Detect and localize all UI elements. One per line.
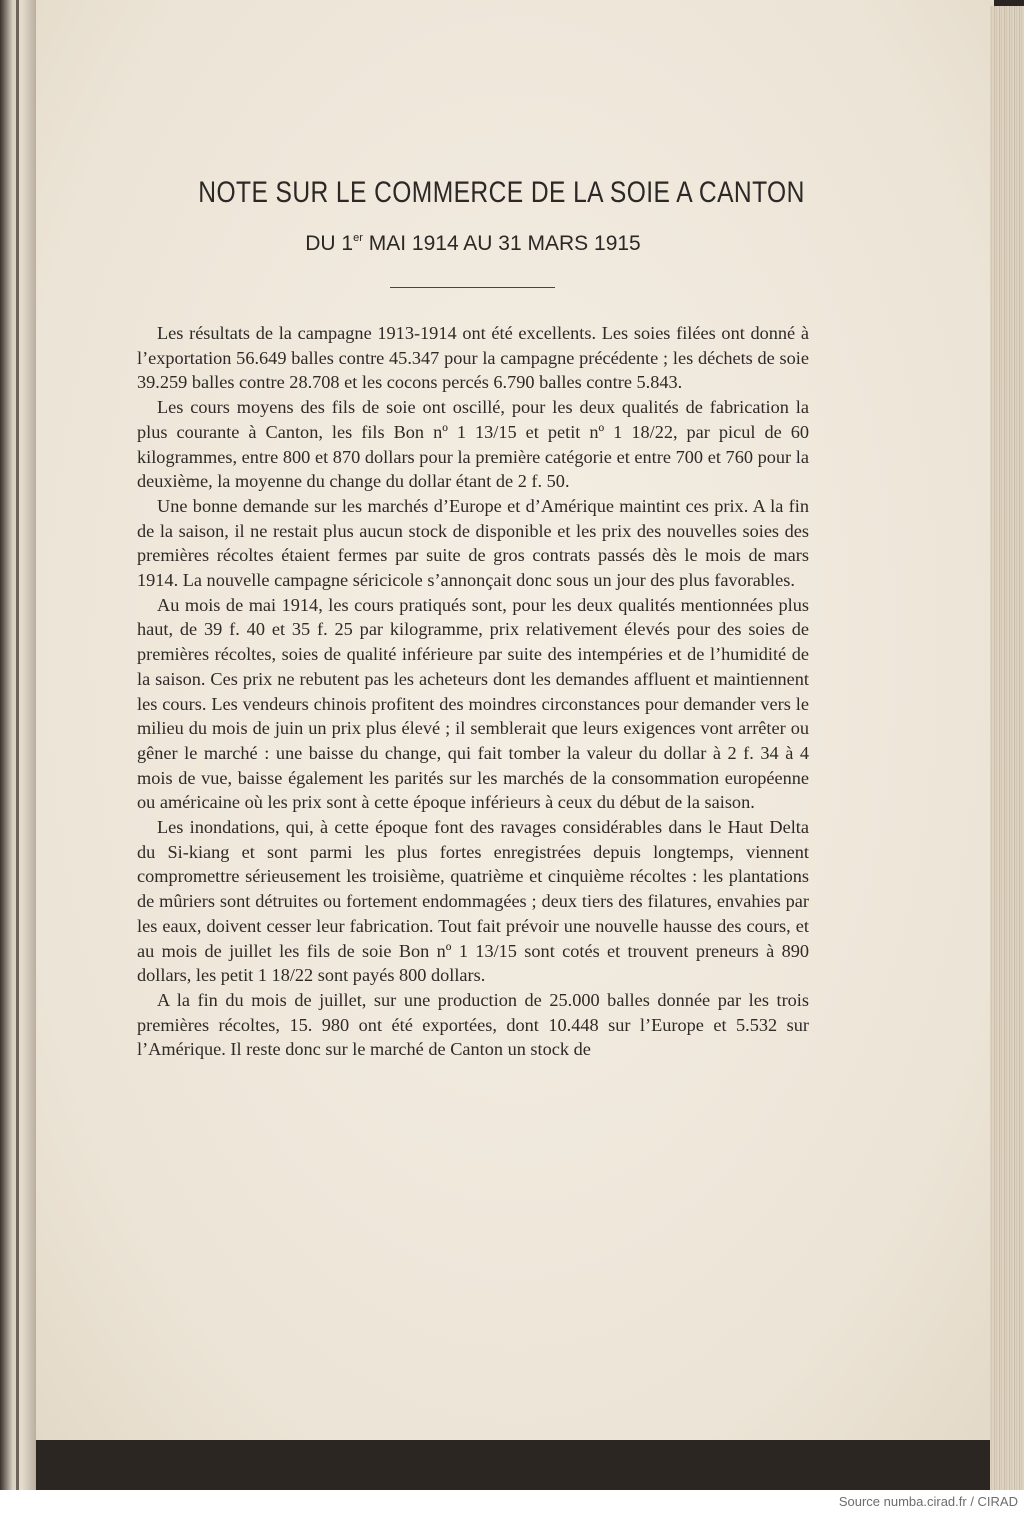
subtitle-rest: MAI 1914 AU 31 MARS 1915: [362, 232, 641, 255]
subtitle-prefix: DU 1: [305, 232, 354, 255]
body-text: [137, 321, 809, 1062]
page-edge-leaves: [990, 6, 1024, 1490]
paragraph: Les résultats de la campagne 1913-1914 ont été excellents. Les soies filées ont donné à l’exportation 56.649 balles contre 45.347 pour la campagne précédente ; les déchets de soie 39.259 balles contre 28.708 et les cocons percés 6.790 balles contre 5.843.: [137, 323, 809, 393]
paragraph: Une bonne demande sur les marchés d’Europe et d’Amérique maintint ces prix. A la fin de la saison, il ne restait plus aucun stock de disponible et les prix des nouvelles soies des premières récoltes étaient fermes par suite de gros contrats passés dès le mois de mars 1914. La nouvelle campagne séricicole s’annonçait donc sous un jour des plus favorables.: [137, 495, 809, 591]
paragraph: A la fin du mois de juillet, sur une production de 25.000 balles donnée par les trois premières récoltes, 15. 980 ont été exportées, dont 10.448 sur l’Europe et 5.532 sur l’Amérique. Il reste donc sur le marché de Canton un stock de: [137, 989, 809, 1060]
paragraph: Les cours moyens des fils de soie ont oscillé, pour les deux qualités de fabrication la plus courante à Canton, les fils Bon nº 1 13/15 et petit nº 1 18/22, par picul de 60 kilogrammes, entre 800 et 870 dollars pour la première catégorie et entre 700 et 760 pour la deuxième, la moyenne du change du dollar étant de 2 f. 50.: [137, 397, 809, 492]
document-subtitle: [138, 232, 808, 256]
paragraph: Les inondations, qui, à cette époque font des ravages considérables dans le Haut Delta du Si-kiang et sont parmi les plus fortes enregistrées depuis longtemps, viennent compromettre sérieusement les troisième, quatrième et cinquième récoltes : les plantations de mûriers sont détruites ou fortement endommagées ; deux tiers des filatures, envahies par les eaux, doivent cesser leur fabrication. Tout fait prévoir une nouvelle hausse des cours, et au mois de juillet les fils de soie Bon nº 1 13/15 sont cotés et trouvent preneurs à 890 dollars, les petit 1 18/22 sont payés 800 dollars.: [137, 817, 809, 986]
spine-binding-line: [16, 0, 19, 1490]
paragraph: Au mois de mai 1914, les cours pratiqués sont, pour les deux qualités mentionnées plus haut, de 39 f. 40 et 35 f. 25 par kilogramme, prix relativement élevés pour des soies de premières récoltes, soies de qualité inférieure par suite des intempéries et de l’humidité de la saison. Ces prix ne rebutent pas les acheteurs dont les demandes affluent et maintiennent les cours. Les vendeurs chinois profitent des moindres circonstances pour demander vers le milieu du mois de juin un prix plus élevé ; il semblerait que leurs exigences vont arrêter ou gêner le marché : une baisse du change, qui fait tomber la valeur du dollar à 2 f. 34 à 4 mois de vue, baisse également les parités sur les marchés de la consommation européenne ou américaine où les prix sont à cette époque inférieurs à ceux du début de la saison.: [137, 594, 809, 813]
source-caption: Source numba.cirad.fr / CIRAD: [838, 1494, 1018, 1509]
title-divider: [390, 287, 555, 288]
document-title: NOTE SUR LE COMMERCE DE LA SOIE A CANTON: [198, 176, 805, 209]
subtitle-superscript: er: [353, 232, 363, 244]
page-bottom-shadow: [36, 1440, 991, 1490]
